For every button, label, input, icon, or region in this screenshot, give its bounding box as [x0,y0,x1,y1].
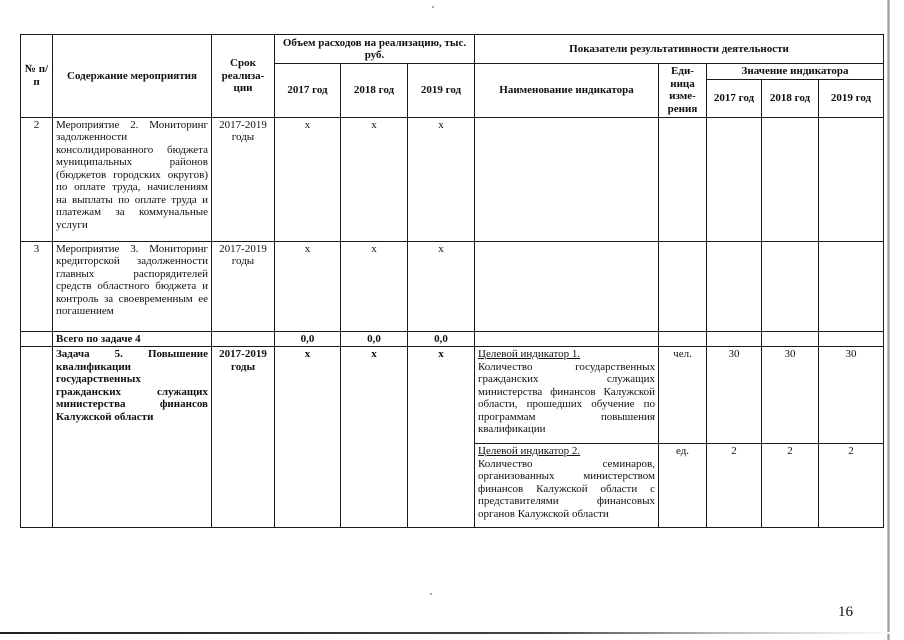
scan-speck [432,6,434,8]
task5-content: Задача 5. Повышение квалификации государственных гражданских служащих министерства финансов Калужской области [53,347,212,528]
total-row [21,331,884,347]
indicator-2-val-2018: 2 [762,444,819,528]
indicator-2-text: Количество семинаров, организованных министерством финансов Калужской области с представителями финансовых органов Калужской области [478,457,655,520]
header-val-2019: 2019 год [819,79,884,117]
total-unit [659,331,707,347]
indicator-2-unit: ед. [659,444,707,528]
row-exp-2019: х [408,241,475,331]
measures-table [20,34,884,528]
header-term: Срок реализа-ции [212,35,275,118]
header-expenses: Объем расходов на реализацию, тыс. руб. [275,35,475,64]
header-exp-2017: 2017 год [275,64,341,118]
scan-edge-right [887,0,890,640]
indicator-2-val-2017: 2 [707,444,762,528]
indicator-1-val-2017: 30 [707,347,762,444]
total-term [212,331,275,347]
header-exp-2019: 2019 год [408,64,475,118]
header-indicator-value: Значение индикатора [707,64,884,80]
row-indicator-name [475,241,659,331]
task5-num [21,347,53,528]
row-content: Мероприятие 2. Мониторинг задолженности консолидированного бюджета муниципальных районов (бюджетов городских округов) по оплате труда, начислениям на выплаты по оплате труда и платежам за коммунальные услуги [53,117,212,241]
indicator-1 [475,347,659,444]
task5-term: 2017-2019 годы [212,347,275,528]
indicator-1-text: Количество государственных гражданских служащих министерства финансов Калужской области, прошедших обучение по программам повышения квалификации [478,360,655,435]
scan-speck [430,593,432,595]
row-val-2017 [707,117,762,241]
table-row [21,117,884,241]
scan-edge-bottom [0,632,904,634]
task5-exp-2018: х [341,347,408,528]
total-val-2018 [762,331,819,347]
page-number: 16 [838,604,853,620]
row-exp-2018: х [341,117,408,241]
header-val-2018: 2018 год [762,79,819,117]
row-exp-2018: х [341,241,408,331]
row-exp-2019: х [408,117,475,241]
total-val-2017 [707,331,762,347]
row-indicator-name [475,117,659,241]
header-num: № п/п [21,35,53,118]
total-exp-2018: 0,0 [341,331,408,347]
row-val-2018 [762,241,819,331]
row-val-2019 [819,117,884,241]
total-num [21,331,53,347]
header-row-1 [21,35,884,64]
total-exp-2017: 0,0 [275,331,341,347]
task5-exp-2019: х [408,347,475,528]
header-exp-2018: 2018 год [341,64,408,118]
row-num: 3 [21,241,53,331]
row-val-2019 [819,241,884,331]
indicator-2-title: Целевой индикатор 2. [478,445,581,457]
header-unit: Еди-ница изме-рения [659,64,707,118]
indicator-1-unit: чел. [659,347,707,444]
header-val-2017: 2017 год [707,79,762,117]
total-indicator-name [475,331,659,347]
row-val-2017 [707,241,762,331]
indicator-2 [475,444,659,528]
indicator-1-title: Целевой индикатор 1. [478,348,581,360]
header-indicator-name: Наименование индикатора [475,64,659,118]
header-content: Содержание мероприятия [53,35,212,118]
row-val-2018 [762,117,819,241]
indicator-1-val-2018: 30 [762,347,819,444]
total-label: Всего по задаче 4 [53,331,212,347]
task5-row [21,347,884,444]
row-unit [659,117,707,241]
row-exp-2017: х [275,117,341,241]
row-unit [659,241,707,331]
row-exp-2017: х [275,241,341,331]
row-num: 2 [21,117,53,241]
total-val-2019 [819,331,884,347]
row-content: Мероприятие 3. Мониторинг кредиторской задолженности главных распорядителей средств областного бюджета и контроль за своевременным ее погашением [53,241,212,331]
table-row [21,241,884,331]
task5-exp-2017: х [275,347,341,528]
row-term: 2017-2019 годы [212,117,275,241]
header-indicators: Показатели результативности деятельности [475,35,884,64]
indicator-1-val-2019: 30 [819,347,884,444]
total-exp-2019: 0,0 [408,331,475,347]
indicator-2-val-2019: 2 [819,444,884,528]
row-term: 2017-2019 годы [212,241,275,331]
